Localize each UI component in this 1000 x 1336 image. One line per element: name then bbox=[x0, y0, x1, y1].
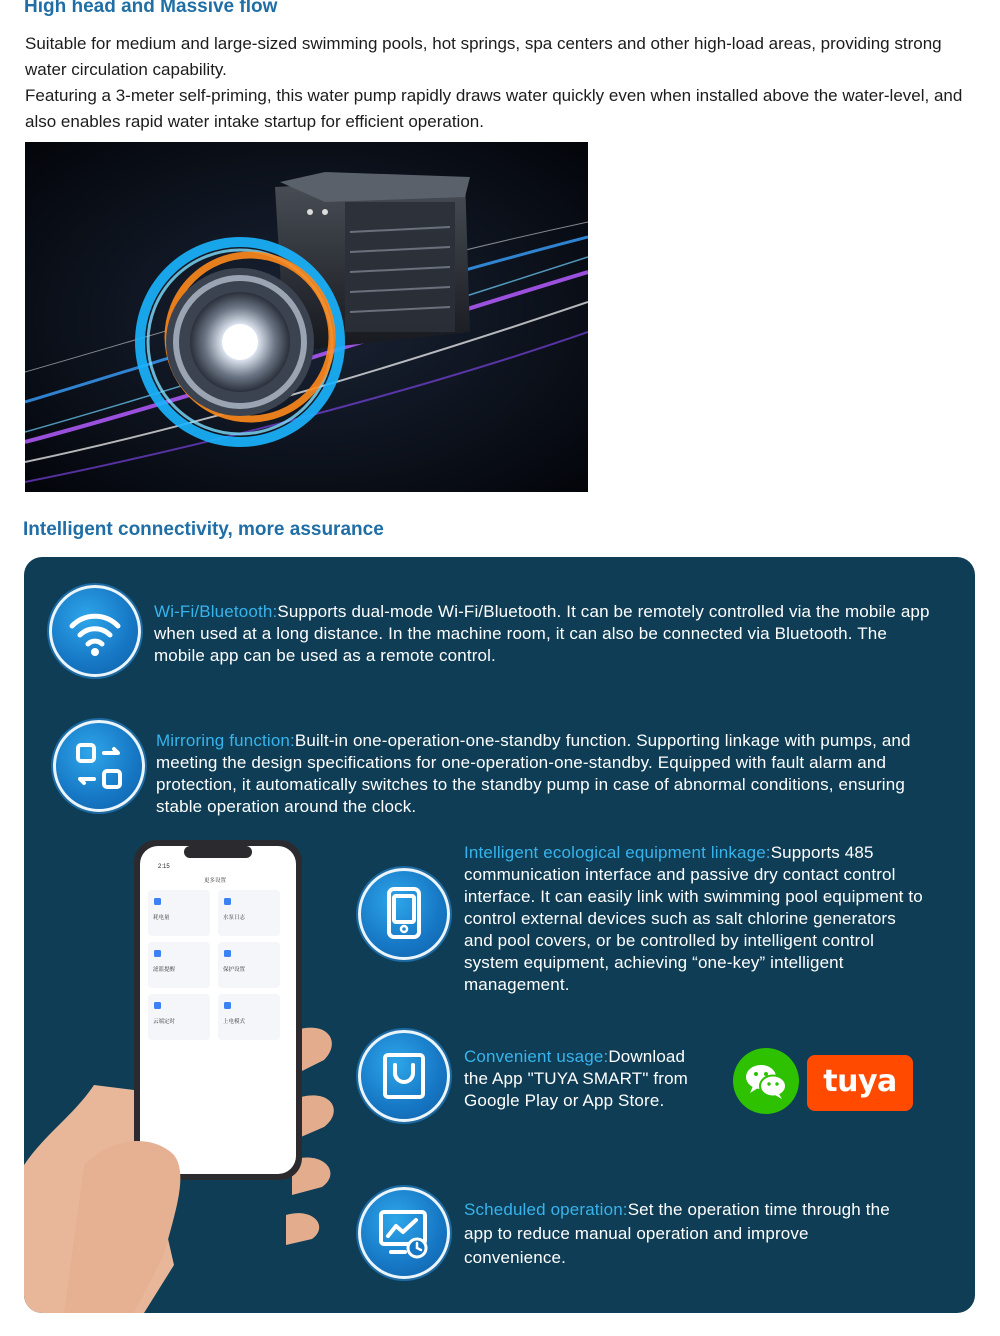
features-panel bbox=[24, 557, 975, 1313]
phone-tile-label: 上电模式 bbox=[223, 1019, 246, 1025]
feature-linkage bbox=[464, 842, 924, 996]
feature-mirroring-label: Mirroring function: bbox=[156, 731, 295, 750]
feature-scheduled-label: Scheduled operation: bbox=[464, 1200, 628, 1219]
wechat-logo-icon bbox=[733, 1048, 799, 1114]
feature-scheduled-text: Set the operation time through the app to reduce manual operation and improve convenience. bbox=[464, 1200, 890, 1267]
phone-time: 2:15 bbox=[158, 864, 170, 870]
feature-scheduled bbox=[464, 1198, 914, 1270]
feature-linkage-text: Supports 485 communication interface and passive dry contact control interface. It can easily link with swimming pool equipment to control external devices such as salt chlorine generators and pool covers, or be controlled by intelligent control system equipment, achieving “one-key” intelligent management. bbox=[464, 843, 923, 994]
intro-paragraph-1: Suitable for medium and large-sized swimming pools, hot springs, spa centers and other high-load areas, providing strong water circulation capability. bbox=[25, 34, 942, 79]
switch-icon bbox=[53, 720, 145, 812]
tuya-logo: tuya bbox=[807, 1055, 913, 1111]
feature-wifi-label: Wi-Fi/Bluetooth: bbox=[154, 602, 278, 621]
feature-mirroring-text: Built-in one-operation-one-standby function. Supporting linkage with pumps, and meeting the design specifications for one-operation-one-standby. Equipped with fault alarm and protection, it automatically switches to the standby pump in case of abnormal conditions, ensuring stable operation around the clock. bbox=[156, 731, 911, 816]
feature-wifi-text: Supports dual-mode Wi-Fi/Bluetooth. It can be remotely controlled via the mobile app when used at a long distance. In the machine room, it can also be connected via Bluetooth. The mobile app can be used as a remote control. bbox=[154, 602, 930, 665]
phone-tile-label: 滤篮提醒 bbox=[153, 967, 176, 973]
feature-convenient-label: Convenient usage: bbox=[464, 1047, 609, 1066]
feature-convenient bbox=[464, 1046, 714, 1112]
feature-linkage-label: Intelligent ecological equipment linkage: bbox=[464, 843, 771, 862]
pump-hero-image bbox=[25, 142, 588, 492]
feature-mirroring bbox=[156, 730, 931, 818]
phone-tile-label: 云端定时 bbox=[153, 1019, 176, 1025]
phone-tile-label: 水泵日志 bbox=[223, 915, 246, 921]
phone-tile-label: 保护设置 bbox=[223, 967, 246, 973]
shopping-bag-icon bbox=[358, 1030, 450, 1122]
schedule-chart-icon bbox=[358, 1187, 450, 1279]
intro-paragraph-2: Featuring a 3-meter self-priming, this water pump rapidly draws water quickly even when installed above the water-level, and also enables rapid water intake startup for efficient operation. bbox=[25, 86, 963, 131]
intro-text bbox=[25, 31, 980, 135]
tablet-icon bbox=[358, 868, 450, 960]
section-title-connectivity: Intelligent connectivity, more assurance bbox=[23, 519, 384, 540]
feature-wifi bbox=[154, 601, 934, 667]
feature-convenient-text: Download the App "TUYA SMART" from Google Play or App Store. bbox=[464, 1047, 688, 1110]
wifi-icon bbox=[49, 585, 141, 677]
phone-header: 更多设置 bbox=[204, 878, 227, 884]
section-title-flow: High head and Massive flow bbox=[24, 0, 278, 17]
phone-in-hand-image bbox=[24, 835, 354, 1313]
phone-tile-label: 耗电量 bbox=[153, 915, 170, 921]
